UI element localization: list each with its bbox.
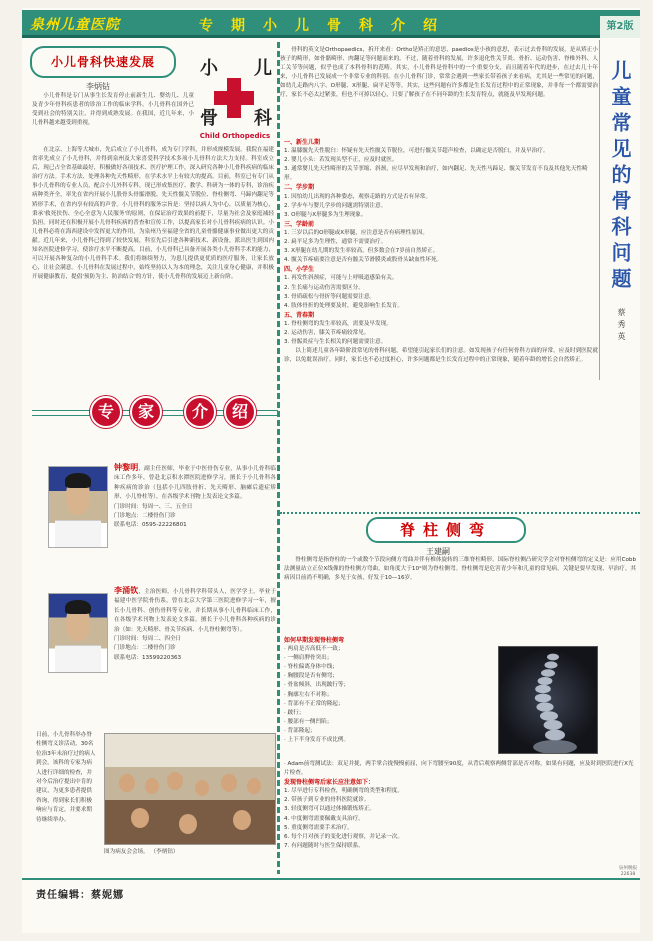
list-item: 1. 温膝髋先天性脱臼：怀疑有先天性髋关节脱位，可进行髋关节超声检查，以确定是否脱臼，并及早治疗。 [284,148,549,155]
section-divider [280,512,640,514]
logo-char: 骨 [200,108,218,129]
list-item: 2. 生长痛与运动伤害需要区分。 [284,284,364,291]
article-title-box [30,46,176,78]
list-item: 4. 肢体骨折的处理要及时，避免影响生长发育。 [284,302,403,309]
phone: 联系电话：13599220363 [114,654,182,661]
event-photo [104,733,276,845]
list-item: 3. 骨骺炎症与生长相关的问题需要注意。 [284,339,387,346]
column-divider [277,42,280,874]
scoliosis-intro: 脊柱侧弯是指脊柱的一个或数个节段向侧方弯曲并伴有椎体旋转的三维脊柱畸形。国际脊柱侧凸研究学会对脊柱侧弯的定义是：应用Cobb法测量站立正位X线像的脊柱侧方弯曲，如角度大于10°则为脊柱侧弯。脊柱侧弯是危害青少年和儿童的常见病，关键是要早发现、早治疗。其病因目前尚不明确，多见于女孩，好发于10—16岁。 [284,557,636,582]
list-item: 3. 骨质疏松与骨折等问题需要注意。 [284,293,376,300]
editor-credit: 责任编辑：蔡妮娜 [36,890,124,901]
logo-char: 小 [200,58,218,79]
scoliosis-title: 脊柱侧弯 [399,521,492,539]
clinic-time: 门诊时间：每周二、四全日 [114,636,182,643]
list-item: 3. 通常婴儿先天性畸形的关节挛缩、斜颈，应尽早发现和治疗，如内翻足、先天性马蹄足、髋关节发育不良及其他先天性畸形。 [284,166,588,182]
scoliosis-title-box [366,517,526,543]
expert-description: ，主治医师，小儿骨科学科带头人，医学学士，毕业于福建中医学院骨伤系，曾在北京大学第三医院进修学习一年，擅长小儿骨科、创伤骨科等专业，并长期从事小儿骨科临床工作，在各级学术刊物上发表论文多篇。擅长于小儿骨科各种疾病的诊治（如：先天畸形、骨关节疾病、小儿脊柱侧弯等）。 [114,589,276,633]
logo-english: Child Orthopedics [199,132,271,140]
list-item: · 胸腰段是否有侧弯； [284,673,338,680]
section-heading: 四、小学生 [284,266,315,274]
banner-char: 介 [184,396,216,428]
footer-rule [22,878,640,880]
list-item: 3. O形腿与X形腿多为生理现象。 [284,211,367,218]
list-item: 7. 有问题随时与医生保持联系。 [284,842,364,849]
clinic-time: 门诊时间：每周一、三、五全日 [114,503,193,510]
expert-bio [114,463,276,531]
checks-heading: 如何早期发现脊柱侧弯 [284,637,345,644]
section [284,220,598,265]
logo-char: 科 [254,108,272,129]
section-heading: 三、学龄前 [284,220,315,228]
list-item: · 腰部有一侧凹陷； [284,718,333,725]
age-sections [284,138,598,365]
banner-char: 专 [90,396,122,428]
photo-caption [104,848,278,857]
list-item: 1. 三岁以后的O形腿或X形腿，应注意是否有病理性原因。 [284,229,429,236]
list-item: · 胸廓左右不对称； [284,691,333,698]
child-orthopedics-logo [196,48,274,140]
list-item: · 脊柱偏离身体中线； [284,664,338,671]
list-item: 3. X形腿在幼儿期的发生率较高，但多数会在7岁前自然矫正。 [284,248,439,255]
spine-icon [499,647,598,754]
list-item: 2. 运动伤害，膝关节疼痛较常见。 [284,329,370,336]
section-heading: 五、青春期 [284,311,315,319]
event-caption: 日前，小儿骨科举办脊柱侧弯义诊活动，30名位治3年未治疗过的病人到会。该科的专家为病人进行详细的检查，并对今后治疗提出中肯的建议，为更多患者提供咨询，得到家长们积极响应与肯定，并要求期待继续举办。 [36,732,96,823]
banner-rule [599,40,600,380]
list-item: · 一侧肩胛骨突出； [284,655,333,662]
list-item: · 背部隆起； [284,727,316,734]
banner-char: 家 [130,396,162,428]
scoliosis-checks [284,636,496,745]
list-item: 1. 尽早进行专科检查，明确侧弯的类型和程度。 [284,788,403,795]
hospital-name: 泉州儿童医院 [30,17,120,33]
banner-author: 蔡秀英 [617,308,626,344]
adam-test: · Adam前弯测试法：双足并拢，两手掌合拢慢慢前屈，向下弯腰至90度，从背后观察两侧背部是否对称，如果有问题，应及时到医院进行X光片检查。 [284,761,634,777]
section [284,138,598,183]
list-item: · 背部有不正常的隆起； [284,700,344,707]
list-item: 4. 髋关节疼痛要注意是否有髋关节滑膜炎或股骨头缺血性坏死。 [284,257,443,264]
list-item: 2. 带孩子到专业的骨科医院就诊。 [284,797,370,804]
spine-xray-image [498,646,598,754]
expert-name: 钟黎明 [114,463,139,472]
article-paragraph: 在北京、上海等大城市，先后成立了小儿骨科，成为专门学科，并形成规模发展。我院在福建省率先成立了小儿骨科，并得到泉州及大家喜爱科学技术多项小儿骨科方法大力支持。科室成立后，现已占全省基础最好，积极做好各项技术、医疗护理工作，深入研究各种小儿骨科疾病的临床治疗方法。手术方法、处理各种先天性畸形，在学术水平上有较大的提高。目前，科室已有专门从事小儿骨科的专业人员，配合小儿外科专科，现已形成集医疗、教学、科研为一体的专科，诊治疾病种类齐全，率先在省内开展小儿股骨头骨骺滑脱、先天性髋关节脱位、脊柱侧弯、马蹄内翻足等矫形手术，在省内享有较高的声誉。小儿骨科的服务宗旨是：坚持以病人为中心，以质量为核心，秉承'救死扶伤、全心全意为人民服务'的原则，在保证治疗效果的前提下，尽量为社会及家庭减轻负担。同时还在积极开展小儿骨科疾病的普查和宣传工作，以提高家长对小儿骨科疾病的认识。小儿骨科必将在海西建设中发挥更大的作用，为泉州乃至福建全省的儿童骨骼健康事业做出更大的贡献。近几年来，小儿骨科已得到了较快发展，科室先后引进各种新技术、新设备，派出医生到国内知名医院进修学习，使诊疗水平不断提高。目前，小儿骨科已具备开展各类小儿骨科手术的能力，可以开展各种复杂的小儿骨科手术。我们将继续努力，为患儿提供更优质的医疗服务，让家长放心，让社会满意。小儿骨科在发展过程中，始终坚持以人为本的理念，关注儿童身心健康，并积极开展健康教育，提倡'预防为主、防治结合'的方针，使小儿骨科的发展迈上新台阶。 [32,147,274,281]
section [284,183,598,219]
section-heading: 一、新生儿期 [284,139,321,146]
list-item: · 骨盆倾斜，出现跛行等； [284,682,350,689]
clinic-place: 门诊地点：二楼骨伤门诊 [114,645,176,652]
issue-theme: 专期小儿骨科介绍 [199,18,455,34]
expert-photo [48,593,108,673]
closing-paragraph: 以上简述儿童各年龄阶段常见的骨科问题，希望能引起家长们的注意。如发现孩子有任何骨科方面的异常，应及时到医院就诊，以免耽误治疗。同时，家长也不必过度担心，许多问题都是生长发育过程中的正常现象，随着年龄的增长会自然矫正。 [284,348,598,364]
photo-caption-text: 图为病友会会场。 [104,849,149,855]
red-cross-icon [214,78,254,118]
advice-heading: 发现脊柱侧弯后家长应注意如下： [284,779,375,787]
expert-name: 李涌钦 [114,586,139,595]
banner-title: 儿童常见的骨科问题 [608,60,632,294]
masthead [22,10,640,38]
list-item: · 跛行； [284,709,305,716]
list-item: 1. 再发性斜颈症，可能与上呼吸道感染有关。 [284,275,398,282]
scoliosis-byline: 王建嗣 [426,547,450,556]
expert-description: ，副主任医师，毕业于中医骨伤专业，从事小儿骨科临床工作多年，曾赴北京积水潭医院进修学习，擅长于小儿骨科各种疾病的诊治（包括小儿四肢骨折、先天畸形、脑瘫后遗症矫形、小儿脊柱等），在各级学术刊物上发表论文多篇。 [114,466,276,501]
intro-paragraph: 骨科的英文是Orthopaedics，拆开来看：Ortho是矫正的意思，paedios是小孩的意思，表示过去骨科的发展，是从矫正小孩子的畸形，如骨骼畸形、肉翻足等问题而来的。不过，随着骨科的发展，许多退化性关节炎、骨折、运动伤害、脊椎外科、人工关节等问题，似乎也成了本科骨科的范畴。其实，小儿骨科是骨科中的一个重要分支，而且随着年代的进步，在过去几十年来，小儿骨科已发展成一个非常专业的科别。在小儿骨科门诊，常常会遇到一些家长带着孩子来看病，尤其是一些常见的问题，如幼儿走路内八字、O形腿、X形腿、扁平足等等。其实，这些问题有许多都是生长发育过程中的正常现象，并非每一个都需要治疗，家长不必太过紧张，但也不可掉以轻心，只要了解孩子在不同年龄的生长发育特点，就能及早发现问题。 [280,47,598,99]
list-item: 1. 脊柱侧弯的发生率较高，需要及早发现。 [284,320,392,327]
section [284,265,598,310]
list-item: · 两肩是否高低不一致； [284,646,344,653]
scoliosis-advice [284,760,636,851]
list-item: 6. 每个月对孩子的变化进行观察，并记录一次。 [284,833,403,840]
phone: 联系电话：0595-22226801 [114,522,187,529]
section-heading: 二、学步期 [284,184,315,192]
banner-char: 绍 [224,396,256,428]
article-title: 小儿骨科快速发展 [50,55,155,69]
photo-credit: （李炳钻） [150,849,179,855]
expert-bio [114,586,276,663]
list-item: 5. 重度侧弯需要手术治疗。 [284,824,353,831]
list-item: 2. 学步车与婴儿学步的问题需特别注意。 [284,202,387,209]
expert-photo [48,466,108,548]
page-number: 第2版 [600,16,640,38]
article-byline: 李炳钻 [86,82,110,91]
list-item: 3. 轻度侧弯可以通过体操锻炼矫正。 [284,806,376,813]
right-banner [602,40,642,350]
clinic-place: 门诊地点：二楼骨伤门诊 [114,513,176,520]
section [284,311,598,347]
list-item: · 上下半身发育不成比例。 [284,737,350,744]
list-item: 2. 扁平足多为生理性，通常不需要治疗。 [284,239,387,246]
list-item: 2. 婴儿小头：若发现头型不正，应及时就医。 [284,157,398,164]
article-paragraph: 小儿骨科是专门从事生长发育停止前新生儿、婴幼儿、儿童及青少年骨科疾患者的诊治工作的临床学科。小儿骨科在国外已受到社会的特别关注，并得到成熟发展。在我国，近几年来，小儿骨科越来越受到重视， [32,93,194,127]
expert-intro-banner [32,396,278,430]
print-stamp: 泉州晚报 22638 [618,866,638,877]
list-item: 1. 因怕幼儿出现的各种姿态，观察走路的方式是否有异常。 [284,193,431,200]
list-item: 4. 中度侧弯需要佩戴支具治疗。 [284,815,364,822]
logo-char: 儿 [254,58,272,79]
